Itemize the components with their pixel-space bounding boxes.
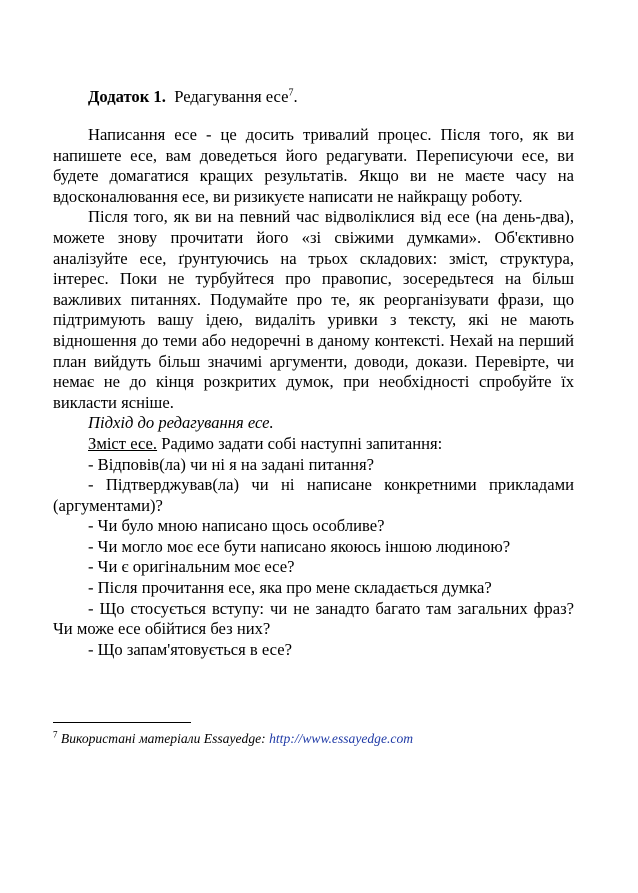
- footnote: [53, 730, 413, 748]
- heading-period: .: [293, 87, 298, 106]
- footnote-link[interactable]: http://www.essayedge.com: [269, 731, 414, 746]
- paragraph-analysis: Після того, як ви на певний час відволіклися від есе (на день-два), можете знову прочитати його «зі свіжими думками». Об'єктивно аналізуйте есе, ґрунтуючись на трьох складових: зміст, структура, інтерес. Поки не турбуйтеся про правопис, зосередьтеся на більш важливих питаннях. Подумайте про те, як реорганізувати фрази, що підтримують вашу ідею, видаліть уривки з тексту, які не мають відношення до теми або недоречні в даному контексті. Нехай на перший план вийдуть більш значимі аргументи, доводи, докази. Перевірте, чи немає не до кінця розкритих думок, при необхідності спробуйте їх викласти ясніше.: [53, 207, 574, 412]
- question-item: - Що запам'ятовується в есе?: [88, 639, 292, 659]
- question-item: - Чи було мною написано щось особливе?: [88, 516, 385, 536]
- appendix-number: Додаток 1.: [88, 87, 166, 106]
- paragraph-intro: Написання есе - це досить тривалий процес. Після того, як ви напишете есе, вам доведеться його редагувати. Переписуючи есе, ви будете домагатися кращих результатів. Якщо ви не маєте часу на вдосконалювання есе, ви ризикуєте написати не найкращу роботу.: [53, 125, 574, 206]
- question-item: - Що стосується вступу: чи не занадто багато там загальних фраз? Чи може есе обійтися без них?: [53, 598, 574, 639]
- content-section-label: Зміст есе.: [88, 433, 158, 453]
- question-item: - Після прочитання есе, яка про мене складається думка?: [88, 578, 492, 598]
- document-body: [53, 125, 574, 660]
- footnote-number: 7: [53, 729, 58, 740]
- footnote-divider: [53, 722, 191, 723]
- appendix-heading: [88, 85, 298, 109]
- question-item: - Відповів(ла) чи ні я на задані питання?: [88, 454, 374, 474]
- footnote-reference: 7: [288, 87, 294, 99]
- question-item: - Чи є оригінальним моє есе?: [88, 557, 295, 577]
- approach-subheading: Підхід до редагування есе.: [88, 413, 274, 433]
- content-section-intro: Радимо задати собі наступні запитання:: [157, 433, 443, 453]
- footnote-source: Використані матеріали Essayedge:: [57, 731, 270, 746]
- question-item: - Чи могло моє есе бути написано якоюсь іншою людиною?: [88, 536, 511, 556]
- question-item: - Підтверджував(ла) чи ні написане конкретними прикладами (аргументами)?: [53, 475, 574, 515]
- appendix-title: Редагування есе: [174, 87, 289, 106]
- content-section-line: [53, 434, 574, 455]
